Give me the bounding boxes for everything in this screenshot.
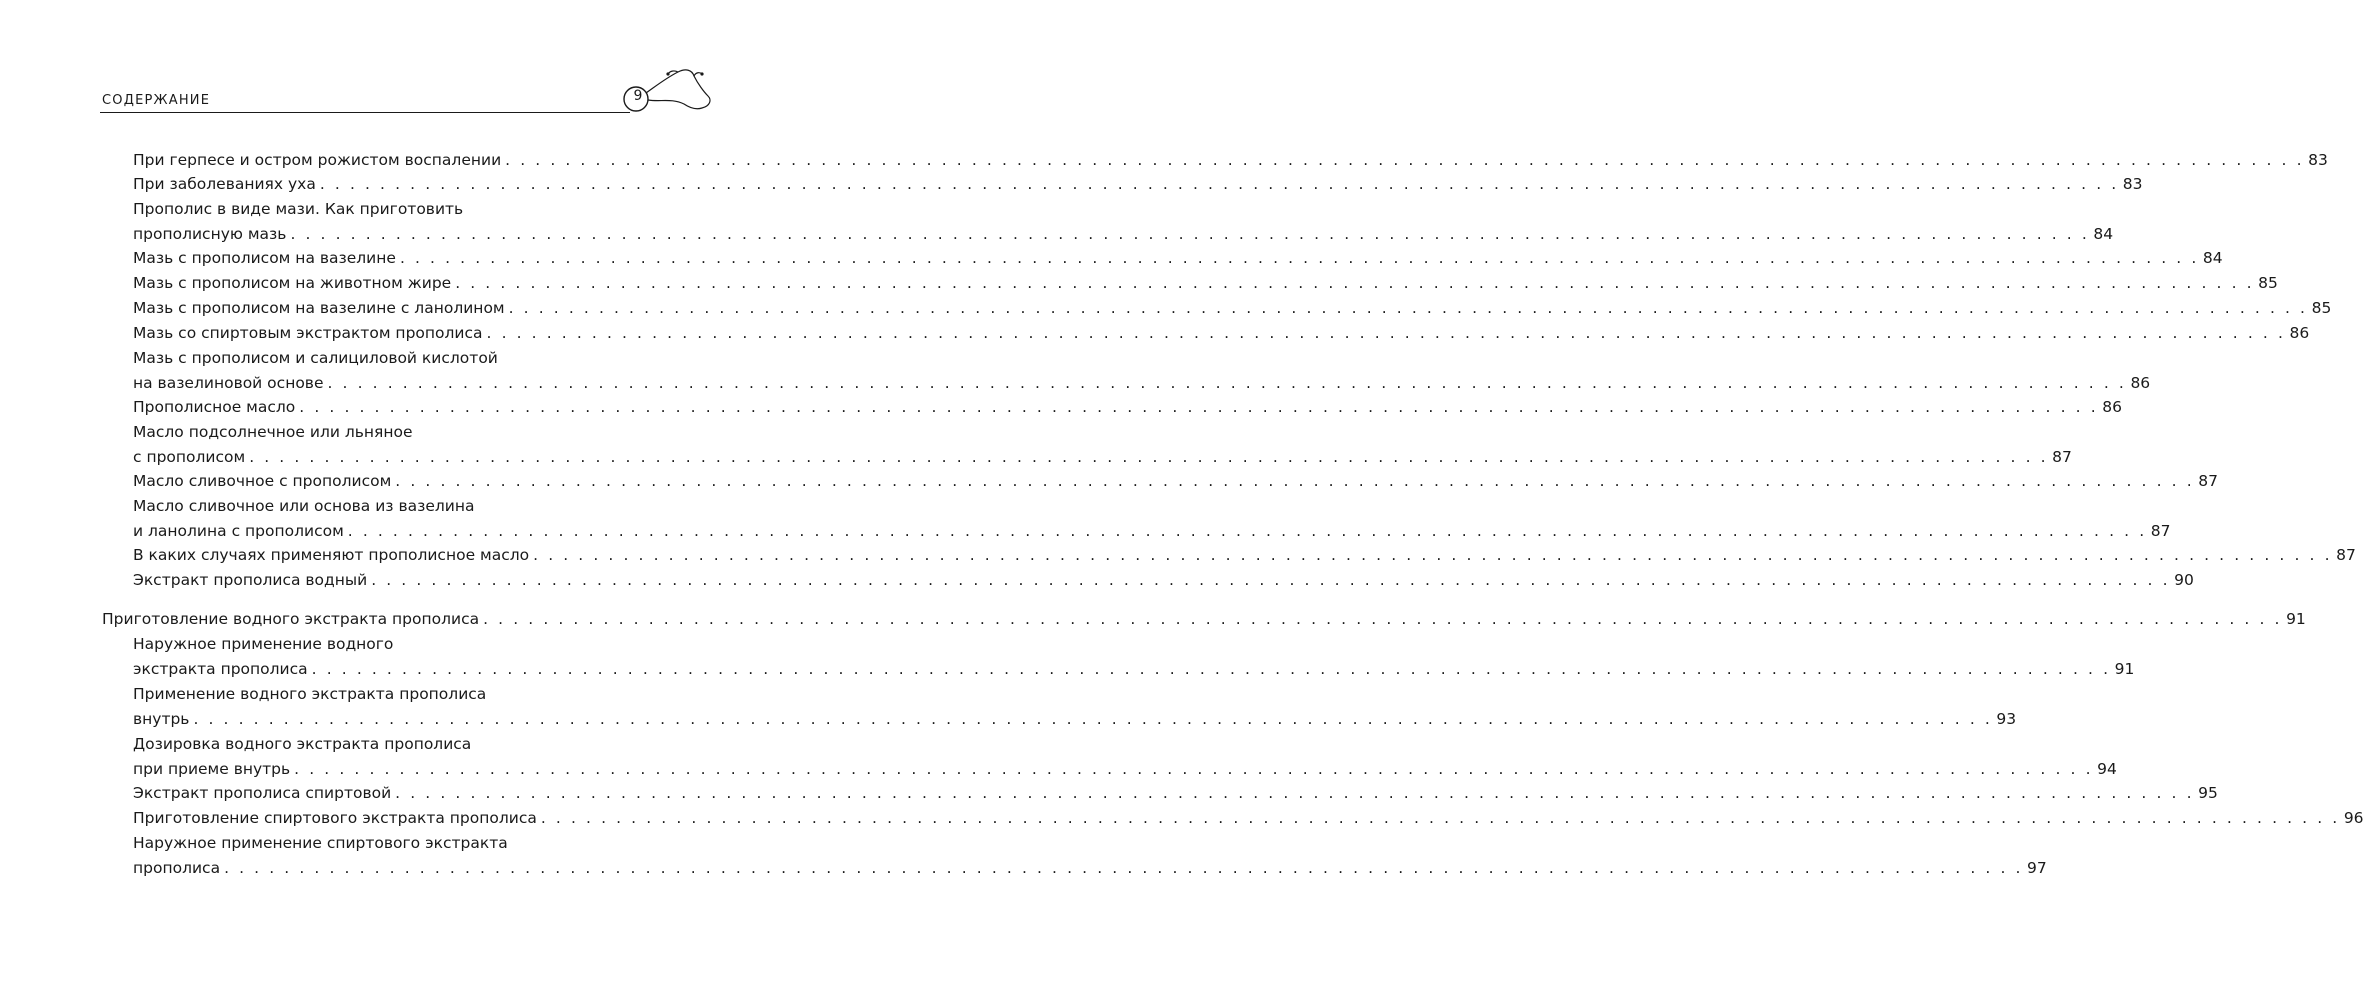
toc-entry-line [133, 346, 658, 371]
toc-entry-title: внутрь [133, 709, 190, 728]
toc-page-number: 87 [2150, 521, 2171, 540]
toc-page-number: 87 [2336, 546, 2356, 564]
toc-entry-title: прополиса [133, 858, 221, 877]
toc-entry[interactable] [133, 494, 2171, 543]
toc-entry-title: Приготовление водного экстракта прополиса [102, 610, 480, 628]
toc-entry-line [133, 856, 2047, 881]
toc-entry-line [133, 707, 2017, 732]
toc-entry-line [133, 781, 2218, 806]
toc-entry[interactable] [133, 395, 2122, 420]
toc-entry-title: Прополисное масло [133, 398, 296, 416]
toc-dot-leader: . . . . . . . . . . . . . . . . . . . . . . . . . . . . . . . . . . . . . . . . . . . . . . . . . . . . . . . . . . . . . . . . . . . . . . . . . . . . . . . . . . . . . . . . . . . . . . . . . . . . . . . . . . . . . . . . . . . . . . . . [486, 324, 2286, 342]
toc-entry[interactable] [133, 732, 2117, 781]
toc-entry-line [133, 632, 658, 657]
toc-dot-leader: . . . . . . . . . . . . . . . . . . . . . . . . . . . . . . . . . . . . . . . . . . . . . . . . . . . . . . . . . . . . . . . . . . . . . . . . . . . . . . . . . . . . . . . . . . . . . . . . . . . . . . . . . . . . . . . . . . . . . . . . [290, 224, 2090, 243]
toc-page-number: 84 [2202, 249, 2223, 267]
toc-entry-title: Наружное применение спиртового экстракта [133, 834, 508, 852]
toc-entry[interactable] [133, 246, 2223, 271]
toc-page-number: 96 [2343, 809, 2364, 827]
toc-page-number: 87 [2052, 447, 2072, 466]
toc-entry-line [133, 657, 2135, 682]
toc-entry-title: при приеме внутрь [133, 759, 291, 778]
toc-entry-line [133, 321, 2310, 346]
toc-entry[interactable] [133, 346, 2151, 395]
toc-dot-leader: . . . . . . . . . . . . . . . . . . . . . . . . . . . . . . . . . . . . . . . . . . . . . . . . . . . . . . . . . . . . . . . . . . . . . . . . . . . . . . . . . . . . . . . . . . . . . . . . . . . . . . . . . . . . . . . . . . . . . . . . [533, 546, 2333, 564]
toc-dot-leader: . . . . . . . . . . . . . . . . . . . . . . . . . . . . . . . . . . . . . . . . . . . . . . . . . . . . . . . . . . . . . . . . . . . . . . . . . . . . . . . . . . . . . . . . . . . . . . . . . . . . . . . . . . . . . . . . . . . . . . . . [505, 151, 2305, 169]
toc-dot-leader: . . . . . . . . . . . . . . . . . . . . . . . . . . . . . . . . . . . . . . . . . . . . . . . . . . . . . . . . . . . . . . . . . . . . . . . . . . . . . . . . . . . . . . . . . . . . . . . . . . . . . . . . . . . . . . . . . . . . . . . . [311, 659, 2111, 678]
toc-entry-line [133, 682, 658, 707]
toc-dot-leader: . . . . . . . . . . . . . . . . . . . . . . . . . . . . . . . . . . . . . . . . . . . . . . . . . . . . . . . . . . . . . . . . . . . . . . . . . . . . . . . . . . . . . . . . . . . . . . . . . . . . . . . . . . . . . . . . . . . . . . . . [327, 373, 2127, 392]
toc-entry[interactable] [133, 271, 2278, 296]
toc-entry-title: Применение водного экстракта прополиса [133, 685, 487, 703]
toc-dot-leader: . . . . . . . . . . . . . . . . . . . . . . . . . . . . . . . . . . . . . . . . . . . . . . . . . . . . . . . . . . . . . . . . . . . . . . . . . . . . . . . . . . . . . . . . . . . . . . . . . . . . . . . . . . . . . . . . . . . . . . . . [193, 709, 1993, 728]
toc-entry-line [133, 469, 2218, 494]
toc-dot-leader: . . . . . . . . . . . . . . . . . . . . . . . . . . . . . . . . . . . . . . . . . . . . . . . . . . . . . . . . . . . . . . . . . . . . . . . . . . . . . . . . . . . . . . . . . . . . . . . . . . . . . . . . . . . . . . . . . . . . . . . . [483, 610, 2283, 628]
toc-dot-leader: . . . . . . . . . . . . . . . . . . . . . . . . . . . . . . . . . . . . . . . . . . . . . . . . . . . . . . . . . . . . . . . . . . . . . . . . . . . . . . . . . . . . . . . . . . . . . . . . . . . . . . . . . . . . . . . . . . . . . . . . [347, 521, 2147, 540]
toc-entry-title: Наружное применение водного [133, 635, 394, 653]
toc-entry[interactable] [133, 148, 2328, 173]
toc-entry[interactable] [133, 568, 2194, 593]
toc-dot-leader: . . . . . . . . . . . . . . . . . . . . . . . . . . . . . . . . . . . . . . . . . . . . . . . . . . . . . . . . . . . . . . . . . . . . . . . . . . . . . . . . . . . . . . . . . . . . . . . . . . . . . . . . . . . . . . . . . . . . . . . . [249, 447, 2049, 466]
toc-entry-line [133, 732, 658, 757]
toc-dot-leader: . . . . . . . . . . . . . . . . . . . . . . . . . . . . . . . . . . . . . . . . . . . . . . . . . . . . . . . . . . . . . . . . . . . . . . . . . . . . . . . . . . . . . . . . . . . . . . . . . . . . . . . . . . . . . . . . . . . . . . . . [399, 249, 2199, 267]
toc-entry-title: Прополис в виде мази. Как приготовить [133, 200, 464, 218]
toc-entry[interactable] [133, 296, 2332, 321]
toc-page-number: 94 [2097, 759, 2117, 778]
toc-dot-leader: . . . . . . . . . . . . . . . . . . . . . . . . . . . . . . . . . . . . . . . . . . . . . . . . . . . . . . . . . . . . . . . . . . . . . . . . . . . . . . . . . . . . . . . . . . . . . . . . . . . . . . . . . . . . . . . . . . . . . . . . [540, 809, 2340, 827]
toc-entry[interactable] [133, 321, 2310, 346]
toc-dot-leader: . . . . . . . . . . . . . . . . . . . . . . . . . . . . . . . . . . . . . . . . . . . . . . . . . . . . . . . . . . . . . . . . . . . . . . . . . . . . . . . . . . . . . . . . . . . . . . . . . . . . . . . . . . . . . . . . . . . . . . . . [508, 299, 2308, 317]
toc-entry-title: Мазь со спиртовым экстрактом прополиса [133, 324, 483, 342]
toc-dot-leader: . . . . . . . . . . . . . . . . . . . . . . . . . . . . . . . . . . . . . . . . . . . . . . . . . . . . . . . . . . . . . . . . . . . . . . . . . . . . . . . . . . . . . . . . . . . . . . . . . . . . . . . . . . . . . . . . . . . . . . . . [299, 398, 2099, 416]
toc-page-number: 97 [2027, 858, 2047, 877]
toc-dot-leader: . . . . . . . . . . . . . . . . . . . . . . . . . . . . . . . . . . . . . . . . . . . . . . . . . . . . . . . . . . . . . . . . . . . . . . . . . . . . . . . . . . . . . . . . . . . . . . . . . . . . . . . . . . . . . . . . . . . . . . . . [455, 274, 2255, 292]
toc-page-number: 91 [2286, 610, 2306, 628]
toc-entry-line [133, 246, 2223, 271]
toc-dot-leader: . . . . . . . . . . . . . . . . . . . . . . . . . . . . . . . . . . . . . . . . . . . . . . . . . . . . . . . . . . . . . . . . . . . . . . . . . . . . . . . . . . . . . . . . . . . . . . . . . . . . . . . . . . . . . . . . . . . . . . . . [224, 858, 2024, 877]
toc-page-number: 87 [2198, 472, 2218, 490]
toc-entry-line [133, 148, 2328, 173]
toc-entry-line [133, 197, 658, 222]
toc-page-number: 83 [2122, 175, 2143, 193]
toc-page-number: 95 [2198, 784, 2218, 802]
header-rule [100, 112, 630, 113]
toc-entry[interactable] [133, 543, 2356, 568]
toc-entry-title: с прополисом [133, 447, 246, 466]
toc-entry-title: Масло подсолнечное или льняное [133, 423, 413, 441]
toc-page-number: 86 [2289, 324, 2310, 342]
toc-entry[interactable] [133, 632, 2135, 681]
toc-entry-title: Экстракт прополиса водный [133, 571, 368, 589]
toc-entry[interactable] [133, 831, 2047, 880]
toc-entry-title: Масло сливочное с прополисом [133, 472, 392, 490]
toc-page-number: 83 [2308, 151, 2328, 169]
toc-entry-line [102, 607, 2306, 632]
toc-page-number: 93 [1996, 709, 2017, 728]
toc-entry[interactable] [133, 781, 2218, 806]
toc-entry-title: Экстракт прополиса спиртовой [133, 784, 392, 802]
toc-entry-line [133, 568, 2194, 593]
toc-entry-title: Дозировка водного экстракта прополиса [133, 735, 472, 753]
toc-entry-title: Мазь с прополисом и салициловой кислотой [133, 349, 498, 367]
toc-entry-title: и ланолина с прополисом [133, 521, 344, 540]
toc-dot-leader: . . . . . . . . . . . . . . . . . . . . . . . . . . . . . . . . . . . . . . . . . . . . . . . . . . . . . . . . . . . . . . . . . . . . . . . . . . . . . . . . . . . . . . . . . . . . . . . . . . . . . . . . . . . . . . . . . . . . . . . . [371, 571, 2171, 589]
toc-entry-line [133, 806, 2364, 831]
toc-entry[interactable] [133, 420, 2072, 469]
toc-entry-line [133, 222, 2114, 247]
toc-entry-title: Приготовление спиртового экстракта прополиса [133, 809, 537, 827]
toc-entry-title: При герпесе и остром рожистом воспалении [133, 151, 502, 169]
toc-entry-line [133, 494, 658, 519]
toc-page-number: 85 [2311, 299, 2332, 317]
toc-dot-leader: . . . . . . . . . . . . . . . . . . . . . . . . . . . . . . . . . . . . . . . . . . . . . . . . . . . . . . . . . . . . . . . . . . . . . . . . . . . . . . . . . . . . . . . . . . . . . . . . . . . . . . . . . . . . . . . . . . . . . . . . [294, 759, 2094, 778]
toc-entry-line [133, 831, 658, 856]
section-title: СОДЕРЖАНИЕ [102, 93, 211, 108]
toc-entry-title: В каких случаях применяют прополисное масло [133, 546, 530, 564]
toc-entry[interactable] [133, 682, 2017, 731]
toc-entry-title: Мазь с прополисом на вазелине с ланолином [133, 299, 505, 317]
toc-page-number: 86 [2130, 373, 2151, 392]
toc-entry[interactable] [133, 806, 2364, 831]
toc-dot-leader: . . . . . . . . . . . . . . . . . . . . . . . . . . . . . . . . . . . . . . . . . . . . . . . . . . . . . . . . . . . . . . . . . . . . . . . . . . . . . . . . . . . . . . . . . . . . . . . . . . . . . . . . . . . . . . . . . . . . . . . . [319, 175, 2119, 193]
toc-entry-line [133, 371, 2151, 396]
toc-entry-title: прополисную мазь [133, 224, 287, 243]
toc-entry[interactable] [133, 197, 2114, 246]
toc-entry-title: экстракта прополиса [133, 659, 308, 678]
toc-page-number: 90 [2174, 571, 2194, 589]
toc-entry-line [133, 271, 2278, 296]
toc-entry[interactable] [133, 172, 2143, 197]
toc-entry-title: При заболеваниях уха [133, 175, 316, 193]
toc-entry-line [133, 395, 2122, 420]
toc-entry-line [133, 543, 2356, 568]
toc-entry-line [133, 519, 2171, 544]
toc-entry-title: Масло сливочное или основа из вазелина [133, 497, 475, 515]
toc-entry[interactable] [133, 469, 2218, 494]
toc-dot-leader: . . . . . . . . . . . . . . . . . . . . . . . . . . . . . . . . . . . . . . . . . . . . . . . . . . . . . . . . . . . . . . . . . . . . . . . . . . . . . . . . . . . . . . . . . . . . . . . . . . . . . . . . . . . . . . . . . . . . . . . . [395, 784, 2195, 802]
toc-page-number: 86 [2102, 398, 2122, 416]
toc-page-number: 84 [2093, 224, 2114, 243]
toc-entry-title: на вазелиновой основе [133, 373, 324, 392]
toc-entry-line [133, 445, 2072, 470]
toc-page-number: 91 [2114, 659, 2135, 678]
toc-entry-line [133, 172, 2143, 197]
toc-entry-line [133, 296, 2332, 321]
toc-dot-leader: . . . . . . . . . . . . . . . . . . . . . . . . . . . . . . . . . . . . . . . . . . . . . . . . . . . . . . . . . . . . . . . . . . . . . . . . . . . . . . . . . . . . . . . . . . . . . . . . . . . . . . . . . . . . . . . . . . . . . . . . [395, 472, 2195, 490]
toc-page-number: 85 [2258, 274, 2278, 292]
toc-entry-title: Мазь с прополисом на вазелине [133, 249, 396, 267]
toc-entry-line [133, 420, 658, 445]
toc-entry-line [133, 757, 2117, 782]
page-number: 9 [633, 88, 643, 104]
toc-entry-title: Мазь с прополисом на животном жире [133, 274, 452, 292]
toc-section-entry[interactable] [102, 607, 2306, 632]
